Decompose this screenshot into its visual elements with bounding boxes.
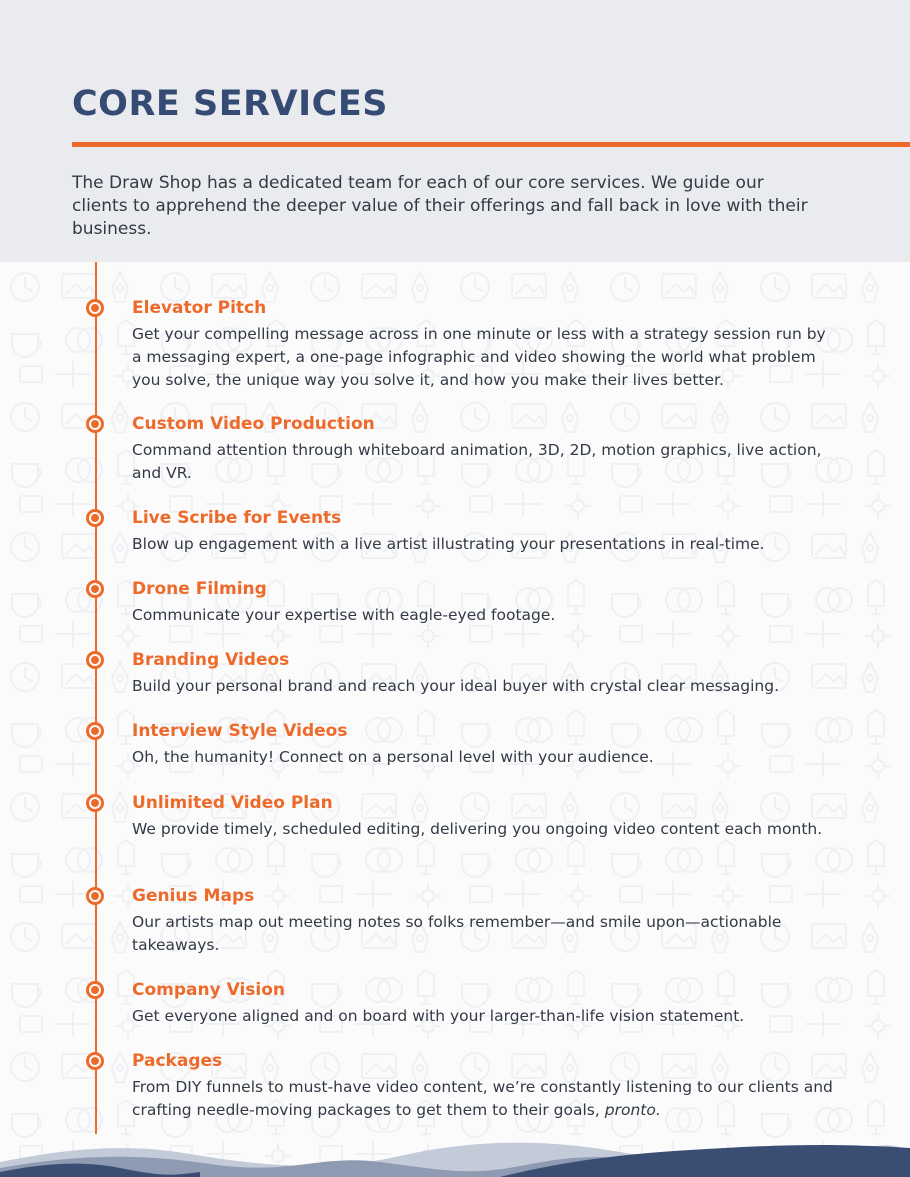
page-title: CORE SERVICES: [72, 84, 388, 124]
timeline-dot-icon: [86, 509, 104, 527]
service-title: Custom Video Production: [132, 414, 375, 434]
service-description: Get everyone aligned and on board with your larger-than-life vision statement.: [132, 1007, 745, 1025]
timeline-dot-icon: [86, 981, 104, 999]
timeline-dot-icon: [86, 299, 104, 317]
service-description: [132, 1076, 837, 1122]
service-description: Our artists map out meeting notes so folks remember—and smile upon—actionable takeaways.: [132, 913, 782, 954]
timeline-line: [95, 262, 97, 1134]
intro-paragraph: The Draw Shop has a dedicated team for each of our core services. We guide our clients to apprehend the deeper value of their offerings and fall back in love with their business.: [72, 173, 808, 239]
service-title: Company Vision: [132, 980, 286, 1000]
service-title: Genius Maps: [132, 886, 255, 906]
service-description: Oh, the humanity! Connect on a personal level with your audience.: [132, 748, 654, 766]
service-description: Blow up engagement with a live artist illustrating your presentations in real-time.: [132, 535, 765, 553]
timeline-dot-icon: [86, 887, 104, 905]
service-description-text: From DIY funnels to must-have video content, we’re constantly listening to our clients and crafting needle-moving packages to get them to their goals,: [132, 1078, 833, 1119]
service-description-emphasis: pronto.: [604, 1101, 661, 1119]
timeline-dot-icon: [86, 651, 104, 669]
timeline-dot-icon: [86, 1052, 104, 1070]
service-title: Drone Filming: [132, 579, 267, 599]
service-title: Elevator Pitch: [132, 298, 267, 318]
timeline-dot-icon: [86, 415, 104, 433]
service-description: We provide timely, scheduled editing, delivering you ongoing video content each month.: [132, 820, 823, 838]
service-title: Packages: [132, 1051, 223, 1071]
timeline-dot-icon: [86, 794, 104, 812]
title-underline: [72, 142, 910, 147]
timeline-dot-icon: [86, 580, 104, 598]
service-title: Unlimited Video Plan: [132, 793, 333, 813]
service-title: Interview Style Videos: [132, 721, 348, 741]
doodle-pattern-background: [0, 262, 910, 1177]
service-description: Build your personal brand and reach your ideal buyer with crystal clear messaging.: [132, 677, 780, 695]
service-title: Live Scribe for Events: [132, 508, 342, 528]
service-description: Command attention through whiteboard animation, 3D, 2D, motion graphics, live action, and VR.: [132, 441, 822, 482]
footer-waves: [0, 1132, 910, 1177]
service-description: Get your compelling message across in one minute or less with a strategy session run by a messaging expert, a one-page infographic and video showing the world what problem you solve, the unique way you solve it, and how you make their lives better.: [132, 325, 826, 389]
service-description: Communicate your expertise with eagle-eyed footage.: [132, 606, 556, 624]
service-title: Branding Videos: [132, 650, 290, 670]
timeline-dot-icon: [86, 722, 104, 740]
header-band: [0, 0, 910, 262]
